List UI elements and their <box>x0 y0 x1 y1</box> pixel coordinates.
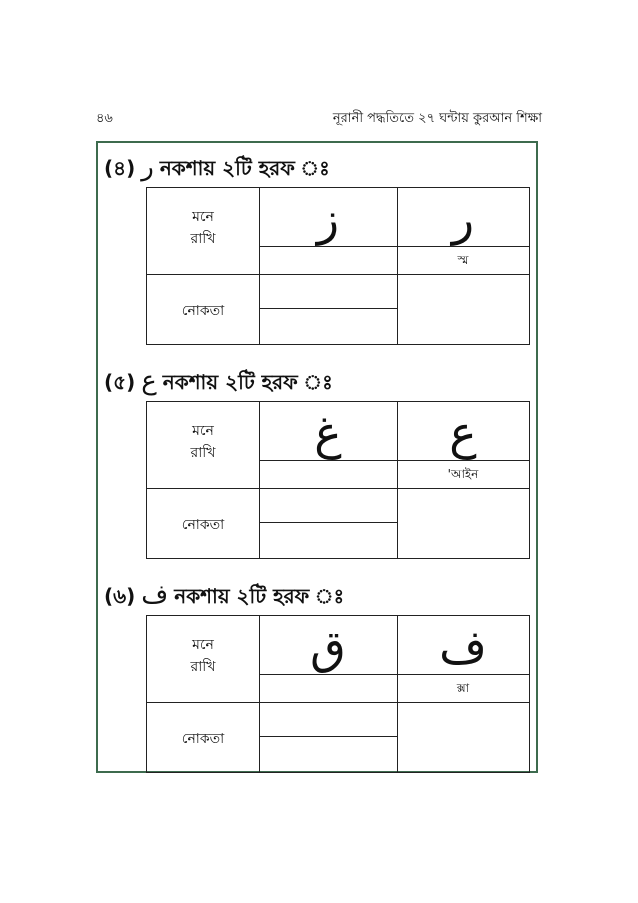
arabic-letter-left: غ <box>314 406 342 460</box>
section-4 <box>98 149 536 349</box>
section-title: নকশায় ২টি হরফ ঃ <box>159 156 330 180</box>
arabic-letter-right: ع <box>449 406 477 460</box>
remember-label: মনে রাখি <box>190 423 216 461</box>
dots-label: নোকতা <box>181 517 225 533</box>
section-number: (৪) <box>104 156 136 180</box>
section-heading <box>104 363 333 399</box>
section-6 <box>98 577 536 777</box>
section-5 <box>98 363 536 563</box>
page-number: ৪৬ <box>96 111 113 126</box>
letter-grid <box>146 615 530 773</box>
section-heading <box>104 149 330 185</box>
dots-label: নোকতা <box>181 303 225 319</box>
section-heading <box>104 577 344 613</box>
letter-name-right: ক্সা <box>456 681 470 695</box>
letter-name-right: 'আইন <box>447 467 479 481</box>
section-title: নকশায় ২টি হরফ ঃ <box>162 370 333 394</box>
arabic-letter-left: ق <box>310 620 346 674</box>
arabic-letter-right: ر <box>451 192 475 246</box>
worksheet-frame <box>96 141 538 773</box>
letter-grid <box>146 401 530 559</box>
letter-name-right: স্ম <box>457 253 469 267</box>
section-title: নকশায় ২টি হরফ ঃ <box>174 584 345 608</box>
page-header <box>96 109 542 131</box>
letter-grid <box>146 187 530 345</box>
shape-letter: ر <box>141 152 154 182</box>
arabic-letter-right: ف <box>439 620 487 674</box>
section-number: (৫) <box>104 370 136 394</box>
dots-label: নোকতা <box>181 731 225 747</box>
remember-label: মনে রাখি <box>190 637 216 675</box>
running-title: নূরানী পদ্ধতিতে ২৭ ঘন্টায় কুরআন শিক্ষা <box>332 111 542 126</box>
section-number: (৬) <box>104 584 136 608</box>
remember-label: মনে রাখি <box>190 209 216 247</box>
shape-letter: ع <box>141 366 157 396</box>
shape-letter: ف <box>141 580 169 610</box>
arabic-letter-left: ز <box>316 192 340 246</box>
